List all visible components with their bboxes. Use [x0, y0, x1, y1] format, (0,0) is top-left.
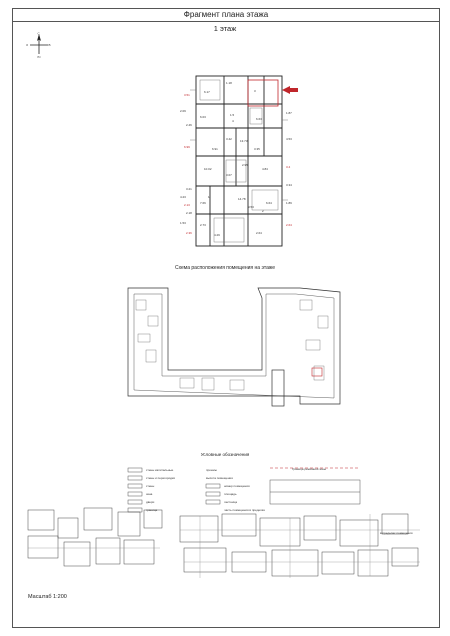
dimension-label: 1.87: [286, 111, 292, 115]
legend-item: лестница: [224, 500, 238, 504]
room-area: 10.02: [204, 167, 212, 171]
legend-item: окна: [146, 492, 153, 496]
room-number: 1: [208, 195, 210, 199]
dimension-label: 2.09: [180, 109, 186, 113]
legend-item: двери: [146, 500, 155, 504]
legend-item: проемы: [206, 468, 217, 472]
room-area: 4.84: [262, 167, 268, 171]
dimension-label: 3.4: [286, 165, 291, 169]
legend-item: стены: [146, 484, 155, 488]
dimension-label: 3.51: [184, 93, 190, 97]
room-number: 3: [254, 89, 256, 93]
room-area: 3.07: [226, 173, 232, 177]
compass-w: З: [26, 43, 28, 47]
legend-item: стены капитальные: [146, 468, 174, 472]
legend-note: в пределах помещения: [380, 531, 413, 535]
room-area: 2.64: [256, 231, 262, 235]
room-area: 2.73: [200, 223, 206, 227]
legend-note: Граница режимной зоны: [292, 467, 327, 471]
room-area: 6.91: [212, 147, 218, 151]
scheme-title: Схема расположения помещения на этаже: [174, 265, 276, 271]
legend-item: стены и перегородки: [146, 476, 176, 480]
dimension-label: 4.53: [286, 137, 292, 141]
legend-title: Условные обозначения: [200, 452, 250, 457]
room-area: 2.95: [242, 163, 248, 167]
dimension-label: 2.64: [286, 223, 292, 227]
room-area: 1.18: [226, 81, 232, 85]
dimension-label: 1.53: [180, 221, 186, 225]
scale-label: Масштаб 1:200: [28, 594, 67, 600]
floor-label: 1 этаж: [213, 24, 237, 33]
dimension-label: 3.34: [286, 183, 292, 187]
dimension-label: 2.18: [186, 211, 192, 215]
room-area: 14.78: [238, 197, 246, 201]
dimension-label: 2.36: [186, 231, 192, 235]
room-area: 6.64: [266, 201, 272, 205]
room-area: 3.42: [226, 137, 232, 141]
legend-item: часть помещения в пределах: [224, 508, 265, 512]
room-area: 13.73: [240, 139, 248, 143]
compass-n: С: [37, 32, 40, 36]
legend-item: граница: [146, 508, 158, 512]
page-title: Фрагмент плана этажа: [12, 8, 440, 22]
room-area: 6.03: [200, 115, 206, 119]
legend-item: номер помещения: [224, 484, 250, 488]
compass-e: В: [48, 43, 51, 47]
compass-s: Ю: [37, 55, 41, 58]
dimension-label: 4.23: [180, 195, 186, 199]
room-area: 3.35: [254, 147, 260, 151]
room-number: 4: [232, 119, 234, 123]
dimension-label: 6.99: [184, 145, 190, 149]
room-area: 4.29: [214, 233, 220, 237]
room-area: 6.63: [256, 117, 262, 121]
dimension-label: 2.46: [186, 123, 192, 127]
legend-item: высота помещения: [206, 476, 233, 480]
legend-item: площадь: [224, 492, 237, 496]
dimension-label: 2.13: [184, 203, 190, 207]
dimension-label: 3.21: [186, 187, 192, 191]
dimension-label: 1.89: [286, 201, 292, 205]
room-number: 2: [262, 209, 264, 213]
room-area: 3.53: [248, 205, 254, 209]
room-area: 6.17: [204, 90, 210, 94]
room-area: 1.5: [230, 113, 235, 117]
room-area: 7.66: [200, 201, 206, 205]
